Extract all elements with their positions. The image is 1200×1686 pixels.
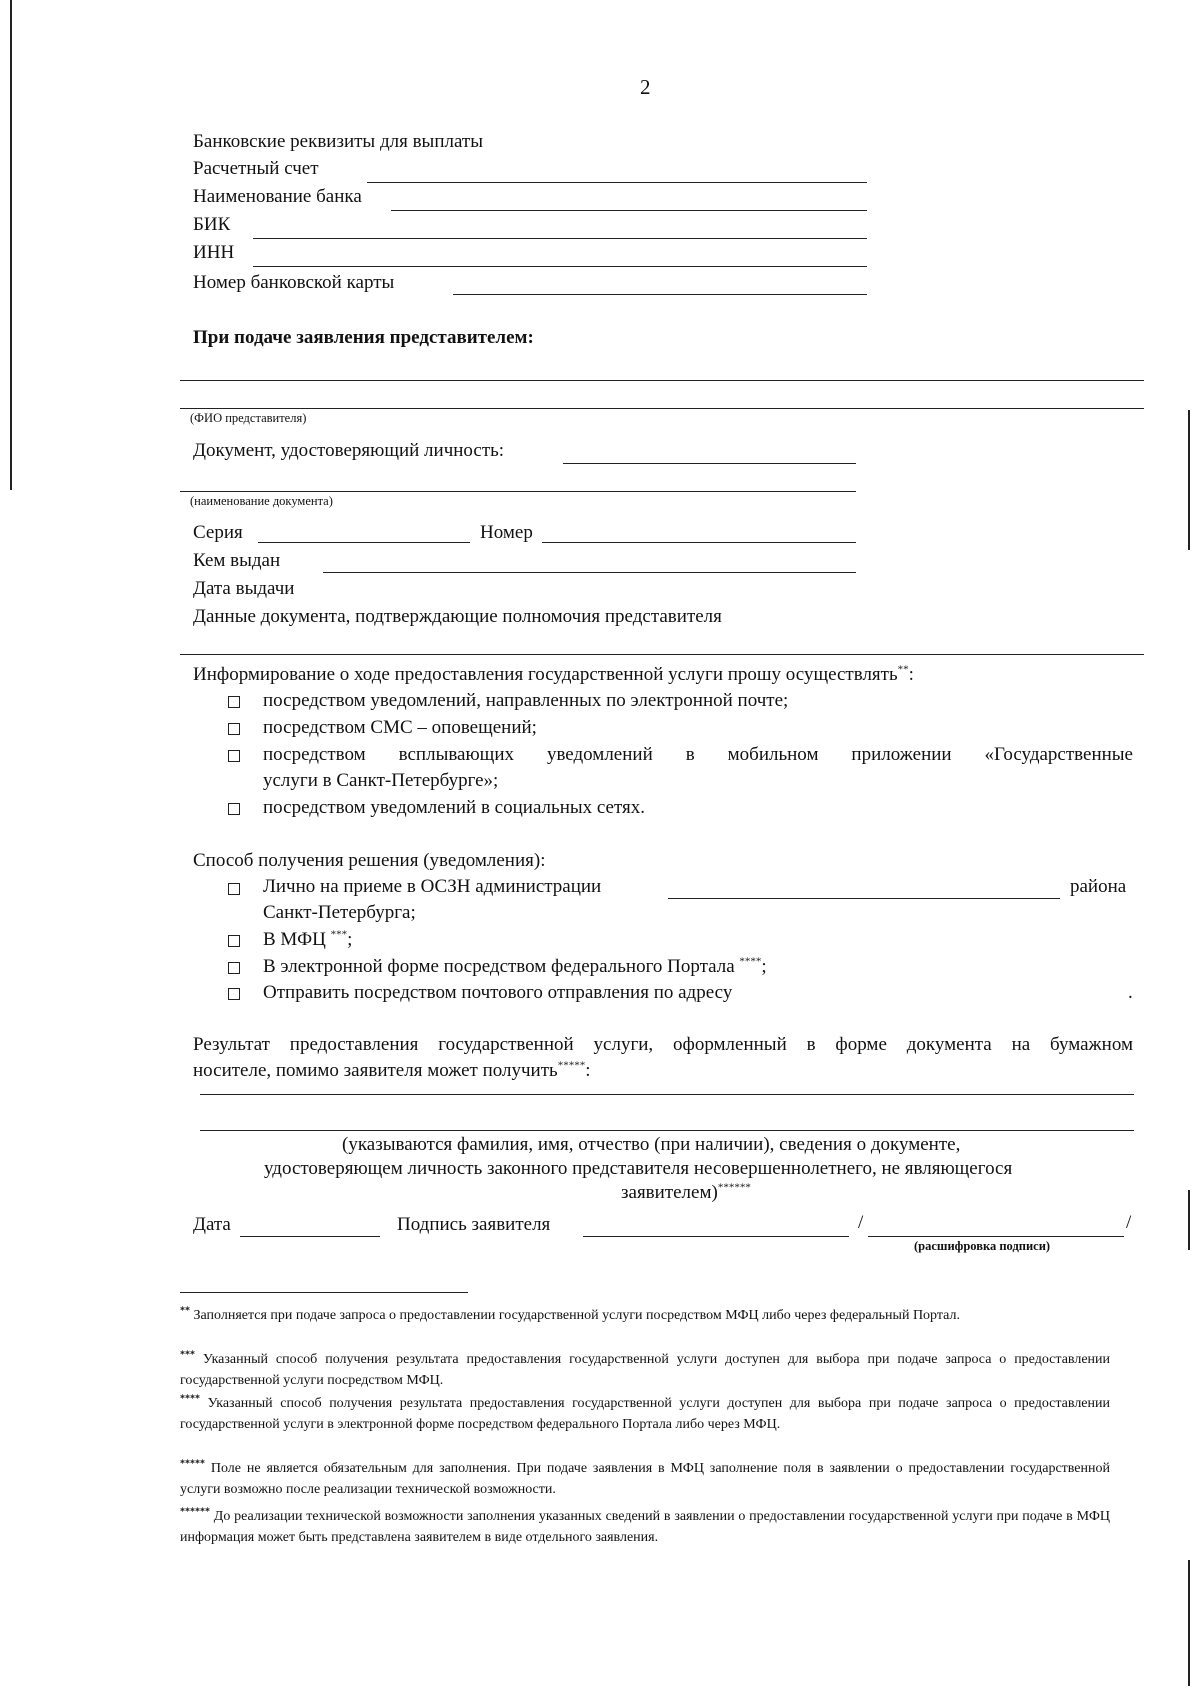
series-field[interactable] (258, 542, 470, 543)
option-social: посредством уведомлений в социальных сетях. (263, 797, 646, 818)
option-portal (263, 956, 767, 978)
result-caption-3 (621, 1182, 751, 1204)
checkbox-post[interactable] (228, 988, 240, 1000)
scan-edge-left (10, 0, 12, 490)
result-line-2-end: : (585, 1060, 591, 1081)
signature-slash-1: / (858, 1212, 864, 1233)
option-sms: посредством СМС – оповещений; (263, 717, 537, 738)
authority-document-field[interactable] (180, 654, 1144, 655)
scan-edge-right-2 (1188, 1190, 1190, 1250)
date-label: Дата (193, 1214, 231, 1235)
card-field[interactable] (453, 294, 867, 295)
option-portal-mark: **** (739, 955, 762, 968)
option-mobile-app-cont: услуги в Санкт-Петербурге»; (263, 770, 499, 791)
checkbox-social[interactable] (228, 803, 240, 815)
footnote-3-mark: **** (180, 1393, 200, 1405)
account-field[interactable] (367, 182, 867, 183)
option-post-end: . (1128, 982, 1133, 1003)
district-field[interactable] (668, 898, 1060, 899)
fio-caption: (ФИО представителя) (190, 411, 307, 425)
footnote-4-mark: ***** (180, 1458, 205, 1470)
representative-heading: При подаче заявления представителем: (193, 327, 534, 348)
recipient-field-2[interactable] (200, 1130, 1134, 1131)
bank-name-field[interactable] (391, 210, 867, 211)
option-mfc (263, 929, 352, 951)
result-footnote-mark: ***** (557, 1059, 586, 1072)
option-in-person-cont: Санкт-Петербурга; (263, 902, 416, 923)
result-caption-mark: ****** (717, 1181, 751, 1194)
result-line-1: Результат предоставления государственной услуги, оформленный в форме документа на бумажном (193, 1034, 1133, 1055)
signature-label: Подпись заявителя (397, 1214, 551, 1235)
option-portal-end: ; (761, 956, 767, 977)
option-in-person-end: района (1070, 876, 1127, 897)
option-email: посредством уведомлений, направленных по электронной почте; (263, 690, 789, 711)
checkbox-portal[interactable] (228, 962, 240, 974)
decision-heading: Способ получения решения (уведомления): (193, 850, 546, 871)
footnote-separator (180, 1292, 468, 1293)
option-post: Отправить посредством почтового отправления по адресу (263, 982, 733, 1003)
footnote-1-mark: ** (180, 1305, 190, 1317)
inn-label: ИНН (193, 242, 235, 263)
issue-date-label: Дата выдачи (193, 578, 295, 599)
signature-decode-field[interactable] (868, 1236, 1124, 1237)
number-label: Номер (480, 522, 533, 543)
informing-footnote-mark: ** (897, 663, 909, 676)
result-caption-3-text: заявителем) (621, 1182, 718, 1203)
page-number: 2 (640, 75, 651, 99)
footnote-5 (180, 1506, 1110, 1548)
footnote-2-mark: *** (180, 1349, 195, 1361)
account-label: Расчетный счет (193, 158, 319, 179)
representative-fio-field-1[interactable] (180, 380, 1144, 381)
bank-name-label: Наименование банка (193, 186, 362, 207)
option-mobile-app: посредством всплывающих уведомлений в мобильном приложении «Государственные (263, 744, 1133, 765)
footnote-3-text: Указанный способ получения результата предоставления государственной услуги доступен для выбора при подаче запроса о предоставлении государственной услуги в электронной форме посредством федерального Портала либо через МФЦ. (180, 1396, 1110, 1432)
option-mfc-end: ; (347, 929, 353, 950)
series-label: Серия (193, 522, 243, 543)
representative-fio-field-2[interactable] (180, 408, 1144, 409)
footnote-3 (180, 1393, 1110, 1435)
checkbox-sms[interactable] (228, 723, 240, 735)
issued-by-label: Кем выдан (193, 550, 281, 571)
option-portal-text: В электронной форме посредством федерального Портала (263, 956, 735, 977)
option-mfc-text: В МФЦ (263, 929, 326, 950)
number-field[interactable] (542, 542, 856, 543)
result-line-2-text: носителе, помимо заявителя может получить (193, 1060, 558, 1081)
inn-field[interactable] (253, 266, 867, 267)
footnote-2 (180, 1349, 1110, 1391)
option-mfc-mark: *** (330, 928, 348, 941)
card-label: Номер банковской карты (193, 272, 395, 293)
checkbox-mfc[interactable] (228, 935, 240, 947)
footnote-4-text: Поле не является обязательным для заполнения. При подаче заявления в МФЦ заполнение поля в заявлении о предоставлении государственной услуги возможно после реализации технической возможности. (180, 1461, 1110, 1497)
footnote-1 (180, 1305, 1110, 1326)
authority-document-label: Данные документа, подтверждающие полномочия представителя (193, 606, 722, 627)
footnote-5-text: До реализации технической возможности заполнения указанных сведений в заявлении о предоставлении государственной услуги при подаче в МФЦ информация может быть представлена заявителем в виде отдельного заявления. (180, 1509, 1110, 1545)
signature-decode-caption: (расшифровка подписи) (914, 1239, 1051, 1253)
footnote-5-mark: ****** (180, 1506, 210, 1518)
informing-heading-end: : (908, 664, 914, 685)
issued-by-field[interactable] (323, 572, 856, 573)
checkbox-in-person[interactable] (228, 883, 240, 895)
option-in-person: Лично на приеме в ОСЗН администрации (263, 876, 602, 897)
informing-heading-text: Информирование о ходе предоставления государственной услуги прошу осуществлять (193, 664, 898, 685)
informing-heading (193, 664, 914, 686)
signature-field[interactable] (583, 1236, 849, 1237)
checkbox-mobile-app[interactable] (228, 750, 240, 762)
id-document-label: Документ, удостоверяющий личность: (193, 440, 505, 461)
scan-edge-right-3 (1188, 1560, 1190, 1686)
bank-details-title: Банковские реквизиты для выплаты (193, 131, 483, 152)
date-field[interactable] (240, 1236, 380, 1237)
footnote-1-text: Заполняется при подаче запроса о предоставлении государственной услуги посредством МФЦ либо через федеральный Портал. (193, 1308, 960, 1323)
recipient-field-1[interactable] (200, 1094, 1134, 1095)
result-line-2 (193, 1060, 590, 1082)
document-name-caption: (наименование документа) (190, 494, 333, 508)
footnote-2-text: Указанный способ получения результата предоставления государственной услуги доступен для выбора при подаче запроса о предоставлении государственной услуги посредством МФЦ. (180, 1352, 1111, 1388)
checkbox-email[interactable] (228, 696, 240, 708)
scan-edge-right-1 (1188, 410, 1190, 550)
bik-field[interactable] (253, 238, 867, 239)
result-caption-2: удостоверяющем личность законного представителя несовершеннолетнего, не являющегося (264, 1158, 1013, 1179)
signature-slash-2: / (1126, 1212, 1132, 1233)
result-caption-1: (указываются фамилия, имя, отчество (при наличии), сведения о документе, (342, 1134, 961, 1155)
document-name-field[interactable] (180, 491, 856, 492)
id-document-field[interactable] (563, 463, 856, 464)
bik-label: БИК (193, 214, 231, 235)
footnote-4 (180, 1458, 1110, 1500)
